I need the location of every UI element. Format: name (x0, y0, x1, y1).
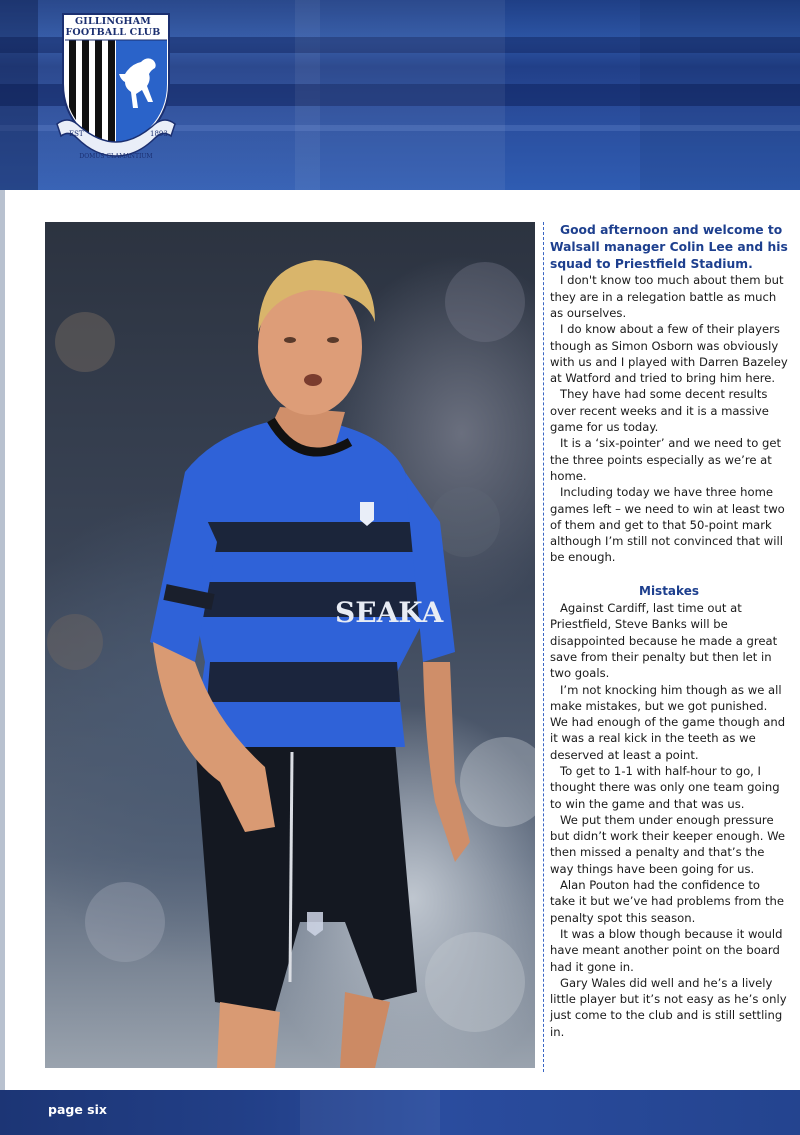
header-band (0, 0, 800, 190)
article-subheading: Mistakes (639, 583, 699, 598)
column-divider (543, 222, 544, 1072)
header-panel (295, 0, 505, 190)
article-paragraph: Gary Wales did well and he’s a lively little player but it’s not easy as he’s only just come to the club and is still settling in. (550, 975, 787, 1039)
shirt-sponsor-text: SEAKA (335, 596, 444, 629)
article-paragraph: They have had some decent results over recent weeks and it is a massive game for us today. (550, 387, 769, 435)
header-panel (640, 0, 800, 190)
svg-text:DOMUS CLAMANTIUM: DOMUS CLAMANTIUM (79, 153, 153, 160)
article-column (550, 222, 788, 1040)
article-paragraph: We put them under enough pressure but didn’t work their keeper enough. We then missed a penalty and that’s the way things have been going for us. (550, 812, 786, 876)
svg-text:EST: EST (69, 130, 84, 138)
page-number-label: page six (48, 1102, 107, 1117)
article-paragraph: To get to 1-1 with half-hour to go, I thought there was only one team going to win the game and that was us. (550, 764, 780, 811)
club-name (61, 16, 165, 38)
club-crest-logo (55, 12, 177, 167)
article-intro: Good afternoon and welcome to Walsall manager Colin Lee and his squad to Priestfield Stadium. (550, 223, 788, 271)
article-paragraph: Including today we have three home games left – we need to win at least two of them and get to that 50-point mark although I’m still not convinced that will be enough. (550, 485, 785, 565)
club-name-line: FOOTBALL CLUB (65, 27, 161, 38)
article-paragraph: Alan Pouton had the confidence to take it but we’ve had problems from the penalty spot this season. (550, 878, 785, 925)
player-photo (45, 222, 535, 1068)
header-panel (0, 0, 38, 190)
svg-text:1893: 1893 (150, 130, 168, 138)
footer-band (0, 1090, 800, 1135)
footer-panel (300, 1090, 440, 1135)
article-paragraph: It was a blow though because it would have meant another point on the board had it gone in. (550, 926, 783, 974)
player-figure (45, 222, 535, 1068)
article-paragraph: I’m not knocking him though as we all make mistakes, but we got punished. We had enough of the game though and it was a real kick in the teeth as we deserved at least a point. (550, 682, 786, 762)
article-paragraph: I do know about a few of their players though as Simon Osborn was obviously with us and I played with Darren Bazeley at Watford and tried to bring him here. (550, 322, 788, 386)
club-name-line: GILLINGHAM (74, 16, 152, 27)
article-paragraph: It is a ‘six-pointer’ and we need to get the three points especially as we’re at home. (550, 436, 782, 483)
page-edge (0, 190, 5, 1090)
article-paragraph: I don't know too much about them but they are in a relegation battle as much as ourselves. (550, 273, 784, 320)
article-paragraph: Against Cardiff, last time out at Priestfield, Steve Banks will be disappointed because he made a great save from their penalty but then let in two goals. (550, 601, 778, 681)
